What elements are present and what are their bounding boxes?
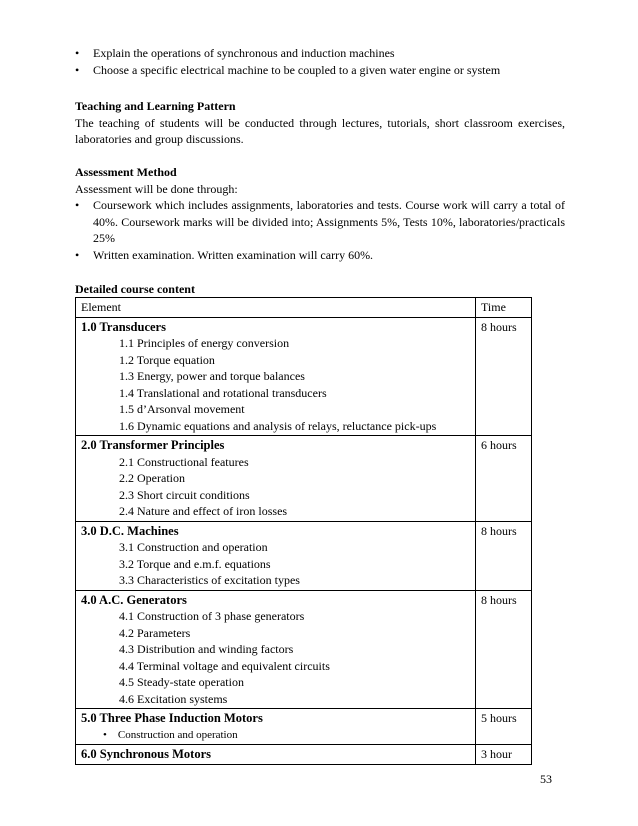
topic-item: 4.6 Excitation systems — [119, 691, 228, 706]
table-header-row — [76, 298, 532, 318]
section-title: 4.0 A.C. Generators — [81, 592, 187, 607]
table-row — [76, 745, 532, 765]
topic-item: 3.1 Construction and operation — [119, 540, 268, 554]
topic-item: 2.2 Operation — [119, 471, 185, 485]
section-title: 5.0 Three Phase Induction Motors — [81, 711, 263, 725]
objectives-list — [75, 45, 565, 78]
section-time: 6 hours — [476, 436, 532, 522]
table-row — [76, 317, 532, 436]
topic-item: 1.4 Translational and rotational transducers — [119, 385, 327, 400]
bullet-icon: • — [75, 198, 80, 212]
topic-item: 1.3 Energy, power and torque balances — [119, 369, 305, 383]
topic-item: 1.6 Dynamic equations and analysis of relays, reluctance pick-ups — [119, 418, 437, 433]
teaching-section — [75, 98, 565, 148]
topic-item: 3.2 Torque and e.m.f. equations — [119, 556, 271, 571]
section-title: 6.0 Synchronous Motors — [81, 747, 211, 761]
table-row — [76, 436, 532, 522]
table-row — [76, 709, 532, 745]
list-item: • Choose a specific electrical machine to be coupled to a given water engine or system — [75, 62, 501, 77]
topic-item: 3.3 Characteristics of excitation types — [119, 573, 300, 587]
topic-item: 2.4 Nature and effect of iron losses — [119, 504, 288, 518]
teaching-heading: Teaching and Learning Pattern — [75, 99, 236, 113]
topic-item: 1.2 Torque equation — [119, 352, 215, 367]
assessment-intro: Assessment will be done through: — [75, 181, 238, 196]
topic-item: 1.5 d’Arsonval movement — [119, 402, 245, 416]
assessment-section — [75, 164, 565, 197]
list-item: • Explain the operations of synchronous and induction machines — [75, 46, 395, 60]
topic-item: 2.3 Short circuit conditions — [119, 487, 250, 502]
section-title: 3.0 D.C. Machines — [81, 523, 179, 538]
topic-item: 4.4 Terminal voltage and equivalent circuits — [119, 658, 330, 673]
table-row — [76, 590, 532, 709]
time-column-header: Time — [476, 298, 532, 318]
bullet-icon: • — [75, 247, 80, 262]
topic-item: 2.1 Constructional features — [119, 454, 249, 469]
topic-item: • Construction and operation — [103, 728, 238, 741]
bullet-icon: • — [75, 46, 80, 60]
section-title: 2.0 Transformer Principles — [81, 438, 225, 452]
topic-item: 4.2 Parameters — [119, 625, 191, 640]
list-item: • Written examination. Written examination will carry 60%. — [75, 247, 374, 262]
topic-item: 4.1 Construction of 3 phase generators — [119, 609, 305, 623]
section-time: 8 hours — [476, 317, 532, 436]
bullet-icon: • — [103, 728, 107, 741]
section-title: 1.0 Transducers — [81, 319, 166, 334]
section-time: 5 hours — [476, 709, 532, 745]
page-number: 53 — [540, 772, 552, 786]
topic-item: 4.5 Steady-state operation — [119, 675, 244, 689]
teaching-text: The teaching of students will be conducted through lectures, tutorials, short classroom exercises, laboratories and group discussions. — [75, 115, 565, 146]
section-time: 8 hours — [476, 590, 532, 709]
section-time: 3 hour — [476, 745, 532, 765]
assessment-list — [75, 197, 565, 263]
topic-item: 4.3 Distribution and winding factors — [119, 642, 294, 656]
element-column-header: Element — [76, 298, 476, 318]
course-content-heading: Detailed course content — [75, 282, 195, 296]
assessment-heading: Assessment Method — [75, 165, 177, 179]
topic-item: 1.1 Principles of energy conversion — [119, 336, 290, 350]
section-time: 8 hours — [476, 521, 532, 590]
list-item: • Coursework which includes assignments, laboratories and tests. Course work will carry a total of 40%. Coursework marks will be divided into; Assignments 5%, Tests 10%, laboratories/practicals 25% — [75, 198, 565, 245]
table-row — [76, 521, 532, 590]
course-content-table — [75, 297, 532, 765]
bullet-icon: • — [75, 62, 80, 77]
